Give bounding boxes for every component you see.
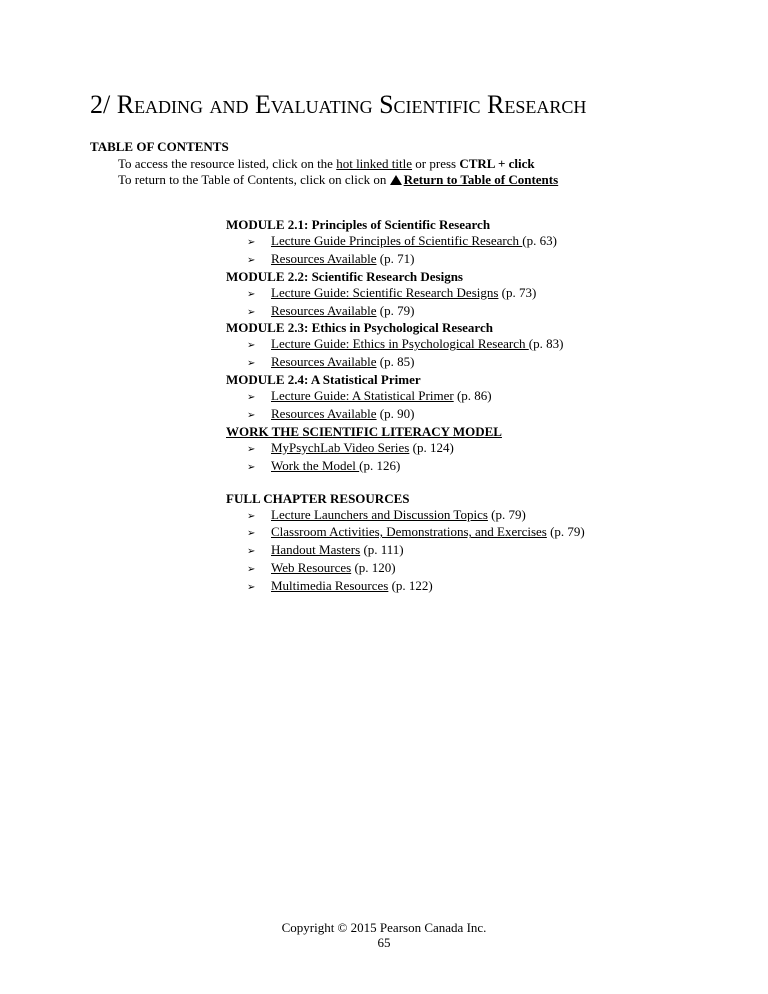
instruction-text: To return to the Table of Contents, click on click on bbox=[118, 172, 390, 187]
page-reference: (p. 83) bbox=[528, 336, 564, 352]
module-heading: MODULE 2.2: Scientific Research Designs bbox=[226, 268, 463, 284]
hot-linked-title-text: hot linked title bbox=[336, 156, 413, 171]
arrow-bullet-icon: ➢ bbox=[247, 528, 256, 540]
resource-link[interactable]: Classroom Activities, Demonstrations, and Exercises bbox=[271, 524, 547, 540]
section-heading-literacy-model: WORK THE SCIENTIFIC LITERACY MODEL bbox=[226, 423, 502, 439]
toc-list-item bbox=[226, 388, 585, 406]
resource-link[interactable]: Lecture Launchers and Discussion Topics bbox=[271, 506, 488, 522]
resource-link[interactable]: Lecture Guide Principles of Scientific Research bbox=[271, 232, 523, 248]
resource-link[interactable]: Resources Available bbox=[271, 354, 377, 370]
resource-link[interactable]: Lecture Guide: Scientific Research Designs bbox=[271, 284, 499, 300]
page-reference: (p. 73) bbox=[498, 284, 537, 300]
arrow-bullet-icon: ➢ bbox=[247, 392, 256, 404]
toc-list-item bbox=[226, 406, 585, 424]
arrow-bullet-icon: ➢ bbox=[247, 358, 256, 370]
arrow-bullet-icon: ➢ bbox=[247, 409, 256, 421]
page-footer bbox=[0, 920, 768, 950]
arrow-bullet-icon: ➢ bbox=[247, 254, 256, 266]
toc-list-item bbox=[226, 507, 585, 525]
arrow-bullet-icon: ➢ bbox=[247, 306, 256, 318]
toc-list-item bbox=[226, 285, 585, 303]
toc-list-item bbox=[226, 560, 585, 578]
resource-link[interactable]: Resources Available bbox=[271, 302, 377, 318]
module-heading: MODULE 2.4: A Statistical Primer bbox=[226, 372, 421, 388]
toc-list-item bbox=[226, 524, 585, 542]
full-chapter-heading: FULL CHAPTER RESOURCES bbox=[226, 490, 410, 506]
page-reference: (p. 90) bbox=[376, 405, 415, 421]
resource-link[interactable]: Lecture Guide: A Statistical Primer bbox=[271, 388, 454, 404]
resource-link[interactable]: Multimedia Resources bbox=[271, 578, 389, 594]
instruction-return bbox=[118, 172, 558, 188]
ctrl-click-text: CTRL + click bbox=[459, 156, 535, 171]
return-to-toc-label: Return to Table of Contents bbox=[403, 172, 559, 187]
toc-list-item bbox=[226, 336, 585, 354]
up-triangle-icon bbox=[390, 175, 402, 185]
page-reference: (p. 126) bbox=[359, 457, 401, 473]
page-title: 2/ Reading and Evaluating Scientific Research bbox=[90, 90, 587, 119]
page-reference: (p. 63) bbox=[522, 232, 557, 248]
return-to-toc-link[interactable] bbox=[390, 172, 559, 187]
page-reference: (p. 124) bbox=[409, 439, 454, 455]
arrow-bullet-icon: ➢ bbox=[247, 443, 256, 455]
page-reference: (p. 86) bbox=[453, 388, 492, 404]
page-number: 65 bbox=[377, 935, 391, 950]
resource-link[interactable]: MyPsychLab Video Series bbox=[271, 439, 410, 455]
arrow-bullet-icon: ➢ bbox=[247, 582, 256, 594]
toc-list-item bbox=[226, 233, 585, 251]
resource-link[interactable]: Work the Model bbox=[271, 457, 360, 473]
toc-list-item bbox=[226, 354, 585, 372]
toc-heading: TABLE OF CONTENTS bbox=[90, 139, 229, 154]
page-reference: (p. 122) bbox=[388, 578, 433, 594]
page-reference: (p. 71) bbox=[376, 250, 415, 266]
resource-link[interactable]: Handout Masters bbox=[271, 542, 361, 558]
resource-link[interactable]: Resources Available bbox=[271, 250, 377, 266]
arrow-bullet-icon: ➢ bbox=[247, 461, 256, 473]
copyright-text: Copyright © 2015 Pearson Canada Inc. bbox=[281, 920, 487, 935]
instruction-access bbox=[118, 156, 535, 172]
module-heading: MODULE 2.1: Principles of Scientific Research bbox=[226, 217, 491, 232]
module-heading: MODULE 2.3: Ethics in Psychological Research bbox=[226, 320, 493, 336]
toc-list bbox=[226, 217, 585, 596]
toc-list-item bbox=[226, 458, 585, 476]
arrow-bullet-icon: ➢ bbox=[247, 340, 256, 352]
toc-list-item bbox=[226, 578, 585, 596]
page-reference: (p. 111) bbox=[360, 542, 404, 558]
resource-link[interactable]: Lecture Guide: Ethics in Psychological Research bbox=[271, 336, 529, 352]
arrow-bullet-icon: ➢ bbox=[247, 510, 256, 522]
arrow-bullet-icon: ➢ bbox=[247, 236, 256, 248]
instruction-text: or press bbox=[412, 156, 460, 171]
arrow-bullet-icon: ➢ bbox=[247, 288, 256, 300]
toc-list-item bbox=[226, 542, 585, 560]
page-reference: (p. 120) bbox=[351, 560, 396, 576]
page-reference: (p. 79) bbox=[376, 302, 415, 318]
arrow-bullet-icon: ➢ bbox=[247, 564, 256, 576]
page-reference: (p. 85) bbox=[376, 354, 415, 370]
resource-link[interactable]: Resources Available bbox=[271, 405, 377, 421]
toc-list-item bbox=[226, 303, 585, 321]
spacer bbox=[226, 476, 585, 491]
page-reference: (p. 79) bbox=[487, 506, 526, 522]
toc-list-item bbox=[226, 251, 585, 269]
arrow-bullet-icon: ➢ bbox=[247, 546, 256, 558]
instruction-text: To access the resource listed, click on the bbox=[118, 156, 337, 171]
resource-link[interactable]: Web Resources bbox=[271, 560, 352, 576]
toc-list-item bbox=[226, 440, 585, 458]
page-reference: (p. 79) bbox=[546, 524, 585, 540]
